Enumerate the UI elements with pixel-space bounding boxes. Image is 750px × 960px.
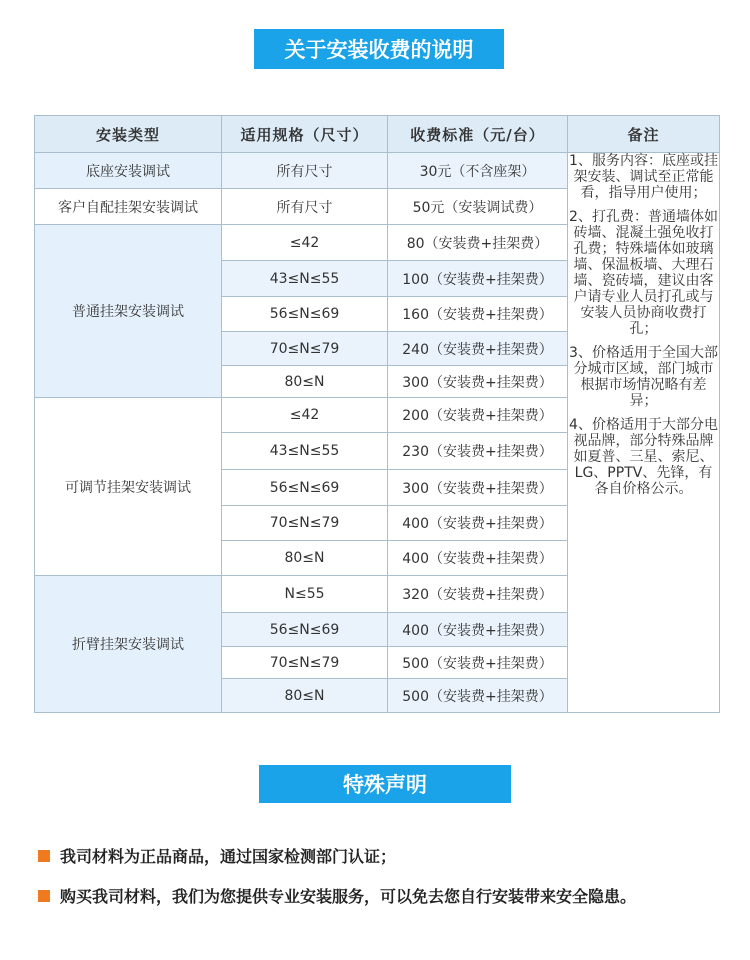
note-item: 1、服务内容：底座或挂架安装、调试至正常能看，指导用户使用； xyxy=(569,153,718,201)
install-type-cell: 折臂挂架安装调试 xyxy=(35,576,222,713)
section-title-install-fees: 关于安装收费的说明 xyxy=(254,29,504,69)
header-notes: 备注 xyxy=(568,116,720,153)
install-type-cell: 可调节挂架安装调试 xyxy=(35,398,222,576)
statement-item xyxy=(38,884,636,907)
fee-cell: 160（安装费+挂架费） xyxy=(388,297,568,332)
orange-square-bullet-icon xyxy=(38,890,50,902)
section-title-special-statement: 特殊声明 xyxy=(259,765,511,803)
spec-cell: 56≤N≤69 xyxy=(222,470,388,506)
table-header-row xyxy=(35,116,720,153)
statement-text: 我司材料为正品商品，通过国家检测部门认证； xyxy=(60,847,397,866)
notes-cell xyxy=(568,153,720,713)
fee-cell: 400（安装费+挂架费） xyxy=(388,613,568,647)
spec-cell: N≤55 xyxy=(222,576,388,613)
fee-cell: 400（安装费+挂架费） xyxy=(388,506,568,541)
spec-cell: 80≤N xyxy=(222,366,388,398)
spec-cell: 所有尺寸 xyxy=(222,153,388,189)
install-type-cell: 客户自配挂架安装调试 xyxy=(35,189,222,225)
fee-cell: 320（安装费+挂架费） xyxy=(388,576,568,613)
spec-cell: 70≤N≤79 xyxy=(222,647,388,679)
fee-cell: 50元（安装调试费） xyxy=(388,189,568,225)
statement-item xyxy=(38,844,396,867)
install-fee-table xyxy=(34,115,720,713)
header-spec: 适用规格（尺寸） xyxy=(222,116,388,153)
spec-cell: 80≤N xyxy=(222,679,388,713)
fee-cell: 100（安装费+挂架费） xyxy=(388,261,568,297)
fee-cell: 400（安装费+挂架费） xyxy=(388,541,568,576)
fee-cell: 80（安装费+挂架费） xyxy=(388,225,568,261)
fee-cell: 500（安装费+挂架费） xyxy=(388,679,568,713)
fee-cell: 200（安装费+挂架费） xyxy=(388,398,568,433)
note-item: 2、打孔费：普通墙体如砖墙、混凝土强免收打孔费；特殊墙体如玻璃墙、保温板墙、大理石墙、瓷砖墙，建议由客户请专业人员打孔或与安装人员协商收费打孔； xyxy=(569,209,718,337)
fee-cell: 230（安装费+挂架费） xyxy=(388,433,568,470)
fee-cell: 300（安装费+挂架费） xyxy=(388,366,568,398)
spec-cell: 70≤N≤79 xyxy=(222,332,388,366)
spec-cell: ≤42 xyxy=(222,225,388,261)
install-type-cell: 底座安装调试 xyxy=(35,153,222,189)
fee-cell: 30元（不含座架） xyxy=(388,153,568,189)
fee-cell: 300（安装费+挂架费） xyxy=(388,470,568,506)
spec-cell: 43≤N≤55 xyxy=(222,261,388,297)
fee-cell: 240（安装费+挂架费） xyxy=(388,332,568,366)
statement-text: 购买我司材料，我们为您提供专业安装服务，可以免去您自行安装带来安全隐患。 xyxy=(60,887,637,906)
spec-cell: 所有尺寸 xyxy=(222,189,388,225)
note-item: 4、价格适用于大部分电视品牌，部分特殊品牌如夏普、三星、索尼、LG、PPTV、先锋，有各自价格公示。 xyxy=(569,417,718,497)
orange-square-bullet-icon xyxy=(38,850,50,862)
spec-cell: ≤42 xyxy=(222,398,388,433)
spec-cell: 43≤N≤55 xyxy=(222,433,388,470)
install-type-cell: 普通挂架安装调试 xyxy=(35,225,222,398)
spec-cell: 80≤N xyxy=(222,541,388,576)
spec-cell: 56≤N≤69 xyxy=(222,297,388,332)
header-fee: 收费标准（元/台） xyxy=(388,116,568,153)
spec-cell: 56≤N≤69 xyxy=(222,613,388,647)
note-item: 3、价格适用于全国大部分城市区域，部门城市根据市场情况略有差异； xyxy=(569,345,718,409)
header-install-type: 安装类型 xyxy=(35,116,222,153)
table-row xyxy=(35,153,720,189)
spec-cell: 70≤N≤79 xyxy=(222,506,388,541)
fee-cell: 500（安装费+挂架费） xyxy=(388,647,568,679)
